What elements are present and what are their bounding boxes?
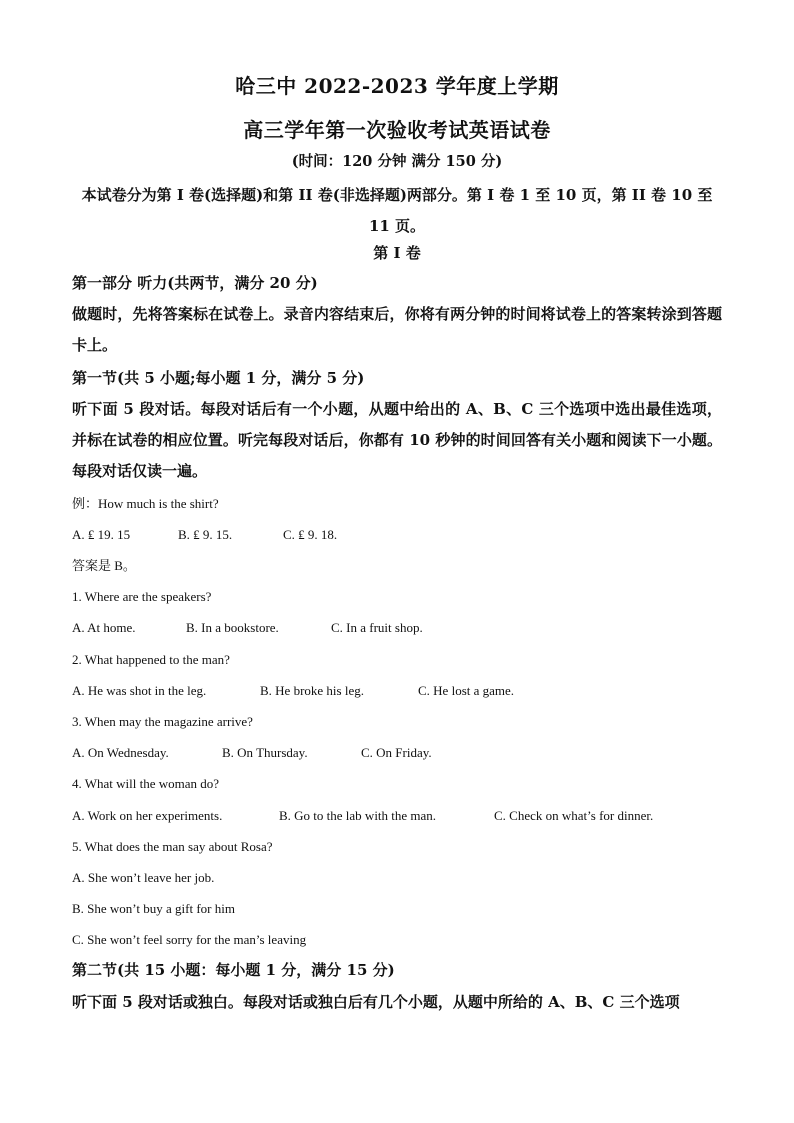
q5-option-c: C. She won’t feel sorry for the man’s leaving bbox=[72, 932, 307, 947]
q1-option-a: A. At home. bbox=[72, 620, 136, 635]
question-4: 4. What will the woman do? bbox=[72, 776, 220, 791]
q2-option-a: A. He was shot in the leg. bbox=[72, 683, 207, 698]
example-option-b: B. ₤ 9. 15. bbox=[178, 527, 233, 542]
example-question: 例：How much is the shirt? bbox=[72, 496, 219, 511]
question-2: 2. What happened to the man? bbox=[72, 652, 230, 667]
q5-option-a: A. She won’t leave her job. bbox=[72, 870, 215, 885]
exam-title-school: 哈三中 2022-2023 学年度上学期 bbox=[235, 74, 559, 98]
exam-title-subject: 高三学年第一次验收考试英语试卷 bbox=[243, 118, 551, 142]
question-3: 3. When may the magazine arrive? bbox=[72, 714, 253, 729]
part1-instruction: 做题时，先将答案标在试卷上。录音内容结束后，你将有两分钟的时间将试卷上的答案转涂到答题卡上。 bbox=[72, 305, 722, 354]
example-answer: 答案是 B。 bbox=[72, 558, 136, 573]
section2-heading: 第二节(共 15 小题：每小题 1 分，满分 15 分) bbox=[72, 961, 395, 979]
q4-option-b: B. Go to the lab with the man. bbox=[279, 808, 437, 823]
q3-option-a: A. On Wednesday. bbox=[72, 745, 169, 760]
q1-option-b: B. In a bookstore. bbox=[186, 620, 279, 635]
time-and-score: (时间：120 分钟 满分 150 分) bbox=[291, 153, 503, 170]
q4-option-c: C. Check on what’s for dinner. bbox=[494, 808, 654, 823]
question-3-options bbox=[72, 745, 722, 761]
part1-heading: 第一部分 听力(共两节，满分 20 分) bbox=[72, 274, 318, 292]
q2-option-b: B. He broke his leg. bbox=[260, 683, 364, 698]
q3-option-b: B. On Thursday. bbox=[222, 745, 308, 760]
section1-heading: 第一节(共 5 小题;每小题 1 分，满分 5 分) bbox=[72, 369, 365, 387]
q2-option-c: C. He lost a game. bbox=[418, 683, 515, 698]
question-1-options bbox=[72, 620, 722, 636]
question-1: 1. Where are the speakers? bbox=[72, 589, 212, 604]
q4-option-a: A. Work on her experiments. bbox=[72, 808, 223, 823]
section2-instruction: 听下面 5 段对话或独白。每段对话或独白后有几个小题，从题中所给的 A、B、C 三个选项 bbox=[72, 993, 680, 1011]
volume-heading: 第 I 卷 bbox=[373, 244, 421, 262]
q5-option-b: B. She won’t buy a gift for him bbox=[72, 901, 235, 916]
q3-option-c: C. On Friday. bbox=[361, 745, 432, 760]
example-option-a: A. ₤ 19. 15 bbox=[72, 527, 131, 542]
question-4-options bbox=[72, 808, 722, 824]
q1-option-c: C. In a fruit shop. bbox=[331, 620, 423, 635]
paper-intro: 本试卷分为第 I 卷(选择题)和第 II 卷(非选择题)两部分。第 I 卷 1 至 10 页，第 II 卷 10 至 11 页。 bbox=[81, 186, 713, 235]
section1-instruction: 听下面 5 段对话。每段对话后有一个小题，从题中给出的 A、B、C 三个选项中选出最佳选项，并标在试卷的相应位置。听完每段对话后，你都有 10 秒钟的时间回答有关小题和阅读下一小题。每段对话仅读一遍。 bbox=[72, 400, 722, 480]
example-option-c: C. ₤ 9. 18. bbox=[283, 527, 338, 542]
example-options bbox=[72, 527, 722, 543]
question-5: 5. What does the man say about Rosa? bbox=[72, 839, 273, 854]
question-2-options bbox=[72, 683, 722, 699]
